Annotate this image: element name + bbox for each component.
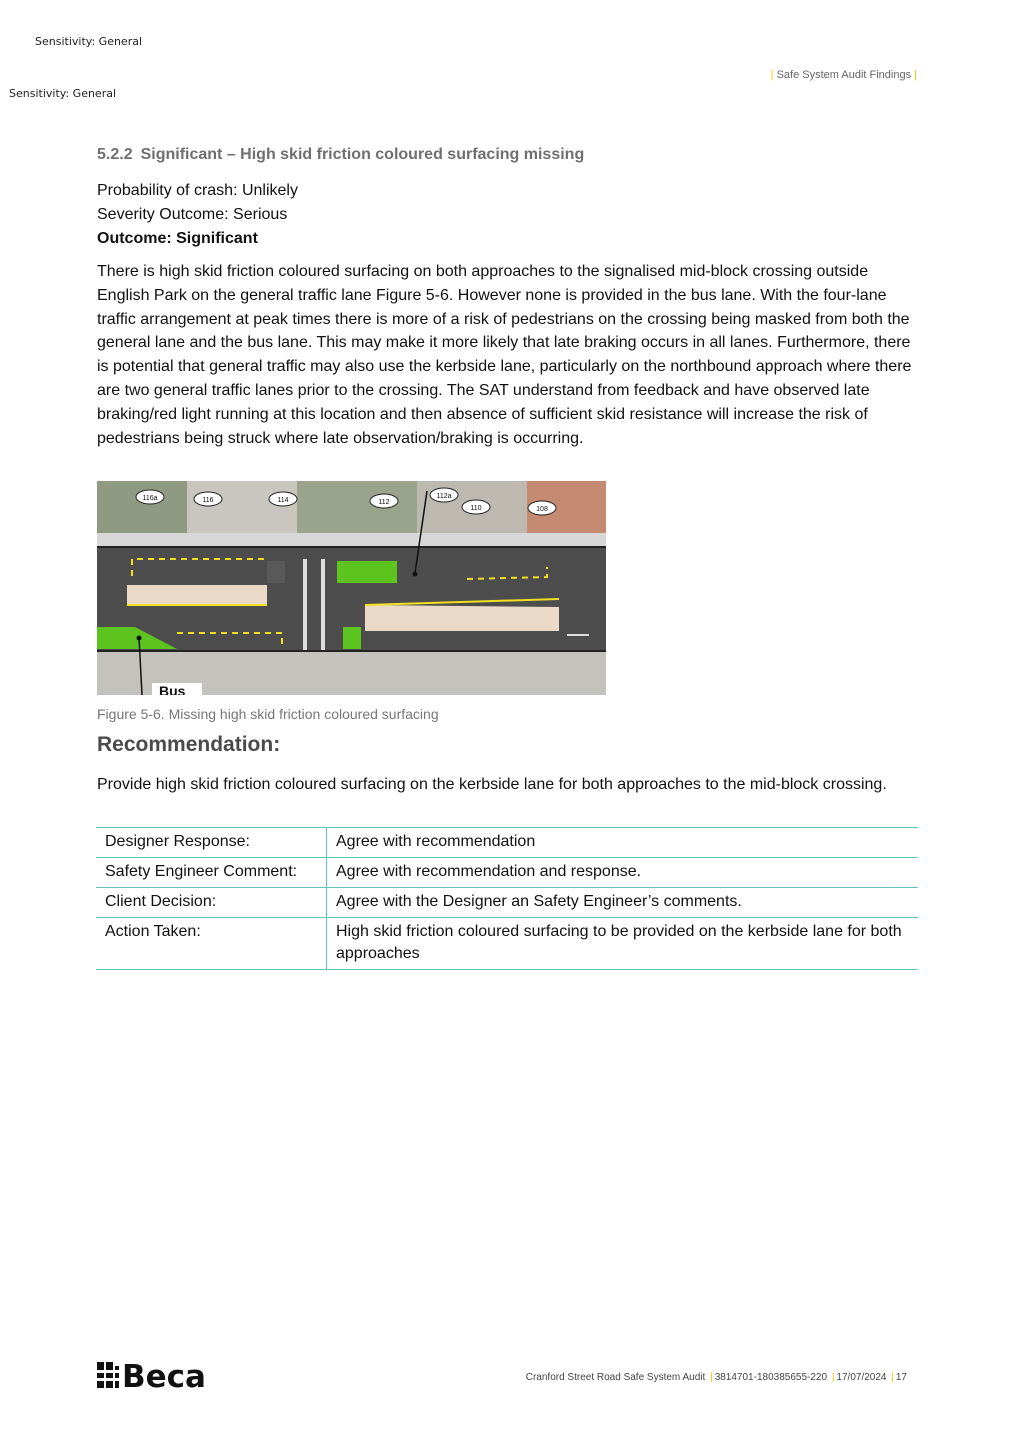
response-value: Agree with recommendation and response.: [327, 858, 919, 888]
median-island: [127, 585, 267, 605]
callout-dot: [137, 636, 142, 641]
footer-date: 17/07/2024: [836, 1372, 887, 1383]
property-label: 108: [536, 506, 548, 513]
callout-dot: [413, 572, 418, 577]
footer-doc-ref: 3814701-180385655-220: [714, 1372, 828, 1383]
road-layout-figure: [97, 481, 606, 695]
sensitivity-label: Sensitivity: General: [35, 35, 143, 48]
response-label: Safety Engineer Comment:: [96, 858, 327, 888]
figure-caption: Figure 5-6. Missing high skid friction coloured surfacing: [97, 706, 439, 722]
bus-label: Bus: [159, 683, 186, 695]
response-value: Agree with the Designer an Safety Engineer’s comments.: [327, 888, 919, 918]
property-label: 110: [470, 505, 482, 512]
recommendation-heading: Recommendation:: [97, 733, 281, 756]
lane-symbol: [267, 561, 285, 583]
property-block: [297, 481, 417, 533]
property-label: 116a: [142, 495, 158, 502]
property-label: 116: [202, 497, 214, 504]
response-value: Agree with recommendation: [327, 828, 919, 858]
section-number: 5.2.2: [97, 146, 133, 163]
crossing-line: [303, 559, 307, 651]
page-footer: Cranford Street Road Safe System Audit | 3814701-180385655-220 | 17/07/2024 | 17: [525, 1372, 907, 1383]
beca-logo-text: Beca: [122, 1360, 206, 1390]
recommendation-text: Provide high skid friction coloured surfacing on the kerbside lane for both approaches to the mid-block crossing.: [97, 776, 887, 793]
property-block: [97, 481, 187, 533]
property-block: [187, 481, 297, 533]
outcome-line: Outcome: Significant: [97, 230, 258, 247]
response-table: [96, 827, 918, 970]
response-label: Designer Response:: [96, 828, 327, 858]
response-value: High skid friction coloured surfacing to be provided on the kerbside lane for both approaches: [327, 918, 919, 970]
table-row: [96, 918, 918, 970]
beca-logo-mark: [97, 1362, 119, 1388]
property-label: 112a: [436, 493, 452, 500]
sensitivity-label-secondary: Sensitivity: General: [9, 87, 117, 100]
section-title: Significant – High skid friction coloured surfacing missing: [140, 146, 585, 163]
running-header: | Safe System Audit Findings |: [770, 69, 917, 81]
response-label: Client Decision:: [96, 888, 327, 918]
skid-surfacing-green: [343, 627, 361, 649]
property-label: 112: [378, 499, 390, 506]
skid-surfacing-green: [337, 561, 397, 583]
running-header-title: Safe System Audit Findings: [776, 69, 912, 81]
crossing-line: [321, 559, 325, 651]
property-label: 114: [277, 497, 289, 504]
footpath: [97, 533, 606, 547]
table-row: [96, 888, 918, 918]
severity-line: Severity Outcome: Serious: [97, 206, 288, 223]
table-row: [96, 858, 918, 888]
risk-rating: [97, 179, 298, 251]
footer-doc-title: Cranford Street Road Safe System Audit: [525, 1372, 706, 1383]
finding-paragraph: There is high skid friction coloured surfacing on both approaches to the signalised mid-block crossing outside English Park on the general traffic lane Figure 5-6. However none is provided in the bus lane. With the four-lane traffic arrangement at peak times there is more of a risk of pedestrians on the crossing being masked from both the general lane and the bus lane. This may make it more likely that late braking occurs in all lanes. Furthermore, there is potential that general traffic may also use the kerbside lane, particularly on the northbound approach where there are two general traffic lanes prior to the crossing. The SAT understand from feedback and have observed late braking/red light running at this location and then absence of sufficient skid resistance will increase the risk of pedestrians being struck where late observation/braking is occurring.: [97, 263, 912, 447]
beca-logo: [97, 1360, 227, 1390]
probability-line: Probability of crash: Unlikely: [97, 182, 298, 199]
footer-page-number: 17: [895, 1372, 907, 1383]
table-row: [96, 828, 918, 858]
median-island: [365, 605, 559, 631]
response-label: Action Taken:: [96, 918, 327, 970]
section-heading: [97, 146, 584, 164]
